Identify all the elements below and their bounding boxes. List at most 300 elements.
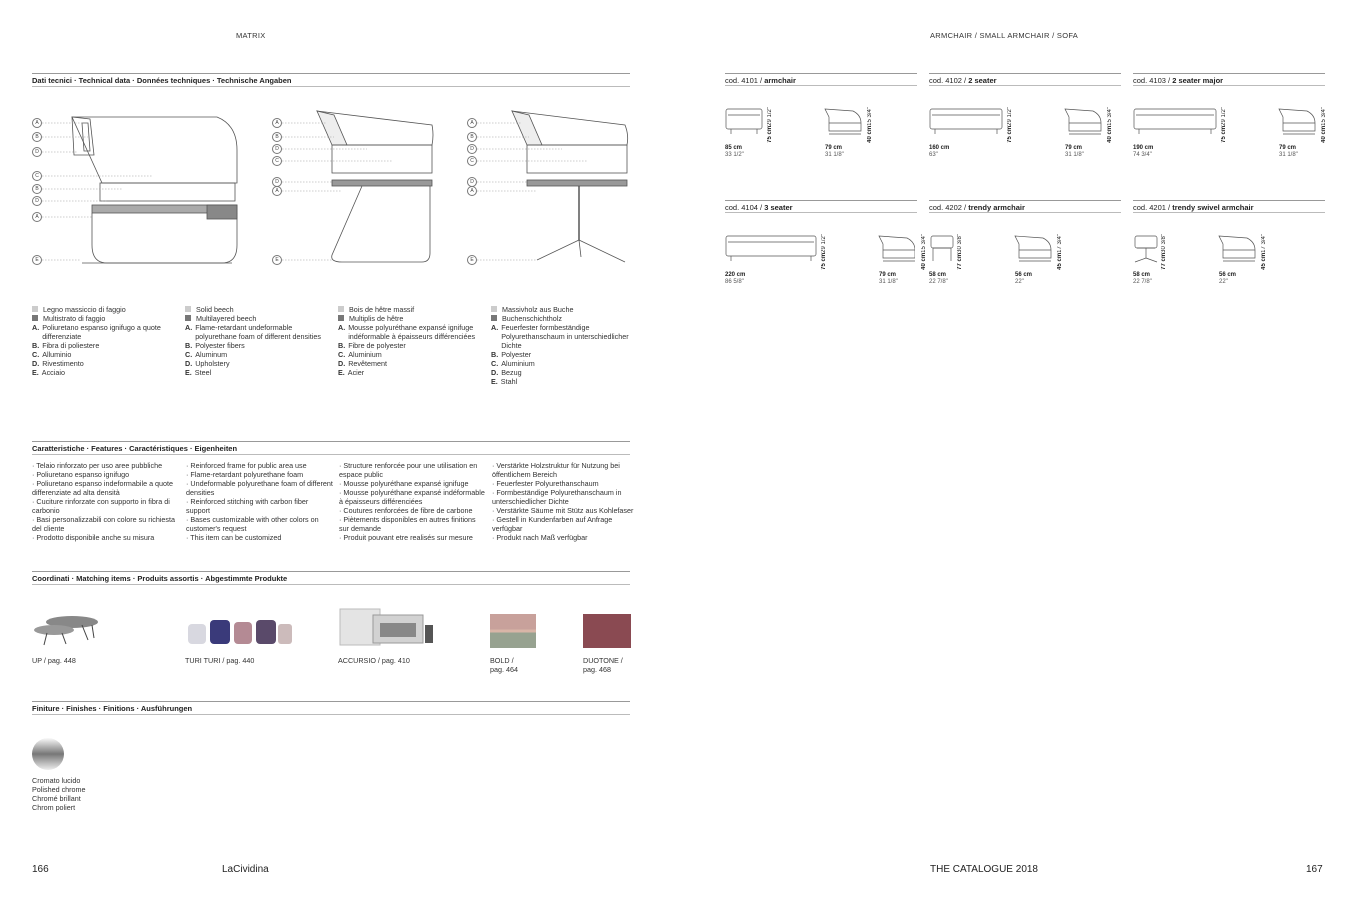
feature-item: · Mousse polyuréthane expansé ignifuge [339,479,487,488]
feature-item: · Reinforced frame for public area use [186,461,334,470]
divider [32,571,630,572]
legend-value: Multistrato di faggio [43,314,106,323]
tech-title: Dati tecnici · Technical data · Données techniques · Technische Angaben [32,76,292,85]
product-title [1133,76,1223,85]
legend-key: B. [32,341,40,350]
product-code: cod. 4103 / [1133,76,1173,85]
legend-key: D. [338,359,346,368]
divider [929,200,1121,201]
front-view [726,109,762,129]
product-title [1133,203,1254,212]
solid-wood-swatch [338,306,344,312]
front-view [726,236,816,256]
legend-column [491,305,636,386]
callout: A [272,118,282,128]
product-block[interactable] [1133,73,1325,168]
legend-key: B. [185,341,193,350]
legend-row [32,305,177,314]
legend-row [491,350,636,359]
legend-row [185,350,330,359]
legend-key: B. [338,341,346,350]
legend-value: Multilayered beech [196,314,257,323]
dim-cm: 79 cm [879,272,897,278]
dim-inch: 15 3/4" [867,107,873,126]
product-drawings [725,101,915,146]
product-code: cod. 4202 / [929,203,969,212]
legend-row [491,368,636,377]
feature-item: · Telaio rinforzato per uso aree pubbliche [32,461,180,470]
feature-item: · Prodotto disponibile anche su misura [32,533,180,542]
legend-row [338,323,483,341]
legend-row [32,368,177,377]
height-dimension [767,107,774,143]
legend-key: C. [185,350,193,359]
right-header: ARMCHAIR / SMALL ARMCHAIR / SOFA [930,31,1079,40]
feature-item: · Verstärkte Säume mit Stütz aus Kohlefaser [492,506,640,515]
product-drawings [725,228,915,273]
legend-value: Acier [347,368,365,377]
legend-key: A. [491,323,499,332]
dim-cm: 75 cm [767,125,773,143]
seat-height-dimension [1261,234,1268,270]
legend-column [32,305,177,377]
depth-dimension [1279,145,1298,159]
feature-item: · Gestell in Kundenfarben auf Anfrage verfügbar [492,515,640,533]
callout: C [272,156,282,166]
legend-column [185,305,330,377]
callout: A [32,118,42,128]
callout: B [467,132,477,142]
legend-row [185,341,330,350]
legend-row [185,359,330,368]
legend-row [185,305,330,314]
legend-value: Alluminio [42,350,72,359]
side-view [825,109,861,131]
dim-inch: 31 1/8" [825,152,844,158]
matching-item-caption[interactable] [583,656,623,674]
legend-value: Rivestimento [42,359,84,368]
front-view [931,236,953,248]
callout: A [467,118,477,128]
legend-key: A. [32,323,40,332]
feature-item: · Produkt nach Maß verfügbar [492,533,640,542]
chrome-finish-swatch [32,738,64,770]
dim-inch: 31 1/8" [1279,152,1298,158]
bold-rug-swatch [490,614,536,648]
callout: D [32,196,42,206]
dim-inch: 33 1/2" [725,152,744,158]
feature-item: · Verstärkte Holzstruktur für Nutzung bei öffentlichem Bereich [492,461,640,479]
dim-inch: 17 3/4" [1057,234,1063,253]
legend-key: E. [32,368,39,377]
solid-wood-swatch [32,306,38,312]
depth-dimension [879,272,898,286]
height-dimension [1161,234,1168,270]
matching-item-caption[interactable] [185,656,254,665]
dim-cm: 77 cm [1161,252,1167,270]
callout: B [32,184,42,194]
plywood-swatch [185,315,191,321]
product-title [929,203,1025,212]
feature-item: · Undeformable polyurethane foam of different densities [186,479,334,497]
legend-key: E. [338,368,345,377]
feature-item: · Reinforced stitching with carbon fiber support [186,497,334,515]
feature-item: · This item can be customized [186,533,334,542]
legend-value: Multiplis de hêtre [349,314,404,323]
dim-cm: 45 cm [1057,252,1063,270]
left-header: MATRIX [236,31,266,40]
callout: D [467,144,477,154]
legend-row [32,323,177,341]
legend-key: D. [185,359,193,368]
features-title: Caratteristiche · Features · Caractéristiques · Eigenheiten [32,444,238,453]
catalogue-title: THE CATALOGUE 2018 [930,864,1038,875]
divider [1133,200,1325,201]
finishes-title: Finiture · Finishes · Finitions · Ausführungen [32,704,193,713]
dim-cm: 75 cm [821,252,827,270]
finish-caption [32,776,86,812]
divider [725,212,917,213]
callout: C [467,156,477,166]
dim-inch: 86 5/8" [725,279,744,285]
dim-cm: 220 cm [725,272,746,278]
finish-it: Cromato lucido [32,776,81,785]
feature-item: · Poliuretano espanso indeformabile a quote differenziate ad alta densità [32,479,180,497]
callout: D [272,144,282,154]
depth-dimension [825,145,844,159]
legend-value: Acciaio [41,368,65,377]
callout: B [272,132,282,142]
page-number-right: 167 [1306,864,1323,875]
dim-inch: 22 7/8" [929,279,948,285]
finish-de: Chrom poliert [32,803,76,812]
dim-inch: 22" [1219,279,1228,285]
page-number-left: 166 [32,864,49,875]
legend-row [185,368,330,377]
width-dimension [725,145,744,159]
legend-value: Fibra di poliestere [42,341,100,350]
legend-row [338,359,483,368]
callout: A [272,186,282,196]
height-dimension [1221,107,1228,143]
divider [32,86,630,87]
product-name: 2 seater [968,76,997,85]
width-dimension [929,272,948,286]
legend-key: B. [491,350,499,359]
divider [32,701,630,702]
seat-height-dimension [921,234,928,270]
dim-inch: 29 1/2" [767,107,773,126]
callout: D [467,177,477,187]
legend-key: C. [32,350,40,359]
feature-item: · Feuerfester Polyurethanschaum [492,479,640,488]
plywood-swatch [32,315,38,321]
matching-item-label: DUOTONE / [583,656,623,665]
side-view [1219,236,1255,258]
legend-value: Revêtement [348,359,387,368]
seat-height-dimension [1107,107,1114,143]
product-block[interactable] [929,200,1121,295]
legend-value: Upholstery [195,359,230,368]
callout: B [32,132,42,142]
front-view [1135,236,1157,248]
divider [1133,212,1325,213]
up-table-image [32,600,102,650]
dim-cm: 79 cm [1279,145,1297,151]
armchair-section-diagram [32,105,242,270]
callout: D [32,147,42,157]
feature-item: · Cuciture rinforzate con supporto in fibra di carbonio [32,497,180,515]
legend-value: Buchenschichtholz [502,314,562,323]
finish-fr: Chromé brillant [32,794,81,803]
product-name: 2 seater major [1172,76,1224,85]
accursio-image [335,605,435,650]
callout: D [272,177,282,187]
divider [929,73,1121,74]
seat-height-dimension [867,107,874,143]
divider [725,85,917,86]
features-column [186,461,334,542]
legend-key: D. [491,368,499,377]
dim-cm: 77 cm [957,252,963,270]
width-dimension [1133,272,1152,286]
legend-value: Legno massiccio di faggio [43,305,126,314]
dim-inch: 30 3/8" [1161,234,1167,253]
callout: A [32,212,42,222]
legend-row [185,314,330,323]
product-name: trendy armchair [968,203,1025,212]
callout: A [467,186,477,196]
legend-key: E. [185,368,192,377]
seat-height-dimension [1321,107,1328,143]
dim-inch: 29 1/2" [1221,107,1227,126]
height-dimension [957,234,964,270]
legend-row [185,323,330,341]
matching-item-caption[interactable] [32,656,76,665]
features-column [339,461,487,542]
dim-cm: 56 cm [1015,272,1033,278]
width-dimension [929,145,949,159]
divider [32,454,630,455]
legend-row [338,350,483,359]
dim-cm: 56 cm [1219,272,1237,278]
legend-key: C. [338,350,346,359]
product-block[interactable] [725,73,917,168]
finish-en: Polished chrome [32,785,86,794]
brand-name: LaCividina [222,864,269,875]
legend-row [491,359,636,368]
legend-row [338,368,483,377]
dim-inch: 15 3/4" [1321,107,1327,126]
legend-value: Solid beech [196,305,234,314]
product-name: 3 seater [764,203,793,212]
legend-value: Flame-retardant undeformable polyurethane foam of different densities [195,323,321,341]
product-name: armchair [764,76,796,85]
dim-inch: 74 3/4" [1133,152,1152,158]
legend-row [338,314,483,323]
legend-row [338,305,483,314]
matching-item-page: pag. 468 [583,665,611,674]
legend-key: D. [32,359,40,368]
feature-item: · Coutures renforcées de fibre de carbone [339,506,487,515]
dim-cm: 40 cm [1107,125,1113,143]
dim-cm: 40 cm [1321,125,1327,143]
divider [1133,73,1325,74]
height-dimension [1007,107,1014,143]
front-view [930,109,1002,129]
divider [32,714,630,715]
legend-row [32,341,177,350]
legend-row [32,359,177,368]
dim-cm: 160 cm [929,145,950,151]
product-title [725,203,793,212]
solid-wood-swatch [185,306,191,312]
legend-value: Aluminum [195,350,228,359]
features-column [32,461,180,542]
legend-value: Aluminium [348,350,382,359]
feature-item: · Piètements disponibles en autres finitions sur demande [339,515,487,533]
features-column [492,461,640,542]
legend-value: Stahl [500,377,518,386]
dim-inch: 31 1/8" [879,279,898,285]
dim-inch: 17 3/4" [1261,234,1267,253]
legend-row [491,314,636,323]
armchair-sled-diagram [272,105,442,270]
callout: E [467,255,477,265]
height-dimension [821,234,828,270]
feature-item: · Formbeständige Polyurethanschaum in unterschiedlicher Dichte [492,488,640,506]
width-dimension [725,272,745,286]
dim-inch: 15 3/4" [1107,107,1113,126]
side-view [1279,109,1315,131]
feature-item: · Flame-retardant polyurethane foam [186,470,334,479]
callout: C [32,171,42,181]
dim-cm: 58 cm [929,272,947,278]
feature-item: · Poliuretano espanso ignifugo [32,470,180,479]
matching-item-caption[interactable] [490,656,518,674]
legend-value: Fibre de polyester [348,341,406,350]
product-drawings [1133,101,1323,146]
duotone-rug-swatch [583,614,631,648]
swivel-armchair-diagram [467,105,637,270]
feature-item: · Structure renforcée pour une utilisation en espace public [339,461,487,479]
legend-value: Polyester fibers [195,341,245,350]
plywood-swatch [491,315,497,321]
product-title [929,76,997,85]
legend-value: Aluminium [501,359,535,368]
legend-row [32,350,177,359]
product-drawings [929,101,1119,146]
dim-cm: 79 cm [1065,145,1083,151]
dim-cm: 79 cm [825,145,843,151]
feature-item: · Basi personalizzabili con colore su richiesta del cliente [32,515,180,533]
side-view [1065,109,1101,131]
legend-column [338,305,483,377]
divider [725,200,917,201]
dim-inch: 63" [929,152,938,158]
legend-key: C. [491,359,499,368]
legend-row [32,314,177,323]
legend-key: A. [185,323,193,332]
legend-row [491,323,636,350]
divider [1133,85,1325,86]
legend-value: Mousse polyuréthane expansé ignifuge indéformable à épaisseurs différenciées [348,323,476,341]
dim-inch: 31 1/8" [1065,152,1084,158]
dim-inch: 22" [1015,279,1024,285]
matching-item-label: TURI TURI / pag. 440 [185,656,255,665]
matching-item-caption[interactable] [338,656,410,665]
dim-cm: 58 cm [1133,272,1151,278]
dim-inch: 22 7/8" [1133,279,1152,285]
side-view [1015,236,1051,258]
callout: E [32,255,42,265]
divider [725,73,917,74]
swivel-base [1135,258,1157,262]
dim-cm: 75 cm [1221,125,1227,143]
matching-item-label: BOLD / [490,656,514,665]
front-view [1134,109,1216,129]
product-code: cod. 4104 / [725,203,765,212]
callout: E [272,255,282,265]
solid-wood-swatch [491,306,497,312]
dim-cm: 45 cm [1261,252,1267,270]
product-name: trendy swivel armchair [1172,203,1254,212]
legend-value: Polyester [501,350,532,359]
matching-item-label: ACCURSIO / pag. 410 [338,656,410,665]
depth-dimension [1065,145,1084,159]
product-block[interactable] [929,73,1121,168]
width-dimension [1133,145,1153,159]
legend-value: Poliuretano espanso ignifugo a quote differenziate [42,323,161,341]
product-code: cod. 4101 / [725,76,765,85]
dim-cm: 40 cm [921,252,927,270]
product-code: cod. 4201 / [1133,203,1173,212]
product-code: cod. 4102 / [929,76,969,85]
legend-value: Bois de hêtre massif [349,305,415,314]
legend-row [491,305,636,314]
matching-title: Coordinati · Matching items · Produits assortis · Abgestimmte Produkte [32,574,288,583]
feature-item: · Mousse polyuréthane expansé indéformable à épaisseurs différenciées [339,488,487,506]
feature-item: · Produit pouvant etre realisés sur mesure [339,533,487,542]
dim-inch: 29 1/2" [821,234,827,253]
depth-dimension [1219,272,1236,286]
product-title [725,76,796,85]
turi-turi-image [180,610,300,650]
dim-cm: 40 cm [867,125,873,143]
legend-value: Steel [194,368,212,377]
product-block[interactable] [1133,200,1325,295]
dim-inch: 30 3/8" [957,234,963,253]
divider [929,85,1121,86]
legend-row [491,377,636,386]
depth-dimension [1015,272,1032,286]
legend-row [338,341,483,350]
dim-cm: 75 cm [1007,125,1013,143]
legend-value: Massivholz aus Buche [502,305,574,314]
dim-inch: 15 3/4" [921,234,927,253]
legend-value: Bezug [501,368,522,377]
legend-value: Feuerfester formbeständige Polyurethanschaum in unterschiedlicher Dichte [501,323,629,350]
legend-key: A. [338,323,346,332]
side-view [879,236,915,258]
product-block[interactable] [725,200,927,295]
matching-item-page: pag. 464 [490,665,518,674]
dim-cm: 190 cm [1133,145,1154,151]
dim-inch: 29 1/2" [1007,107,1013,126]
matching-item-label: UP / pag. 448 [32,656,76,665]
divider [32,584,630,585]
divider [32,73,630,74]
